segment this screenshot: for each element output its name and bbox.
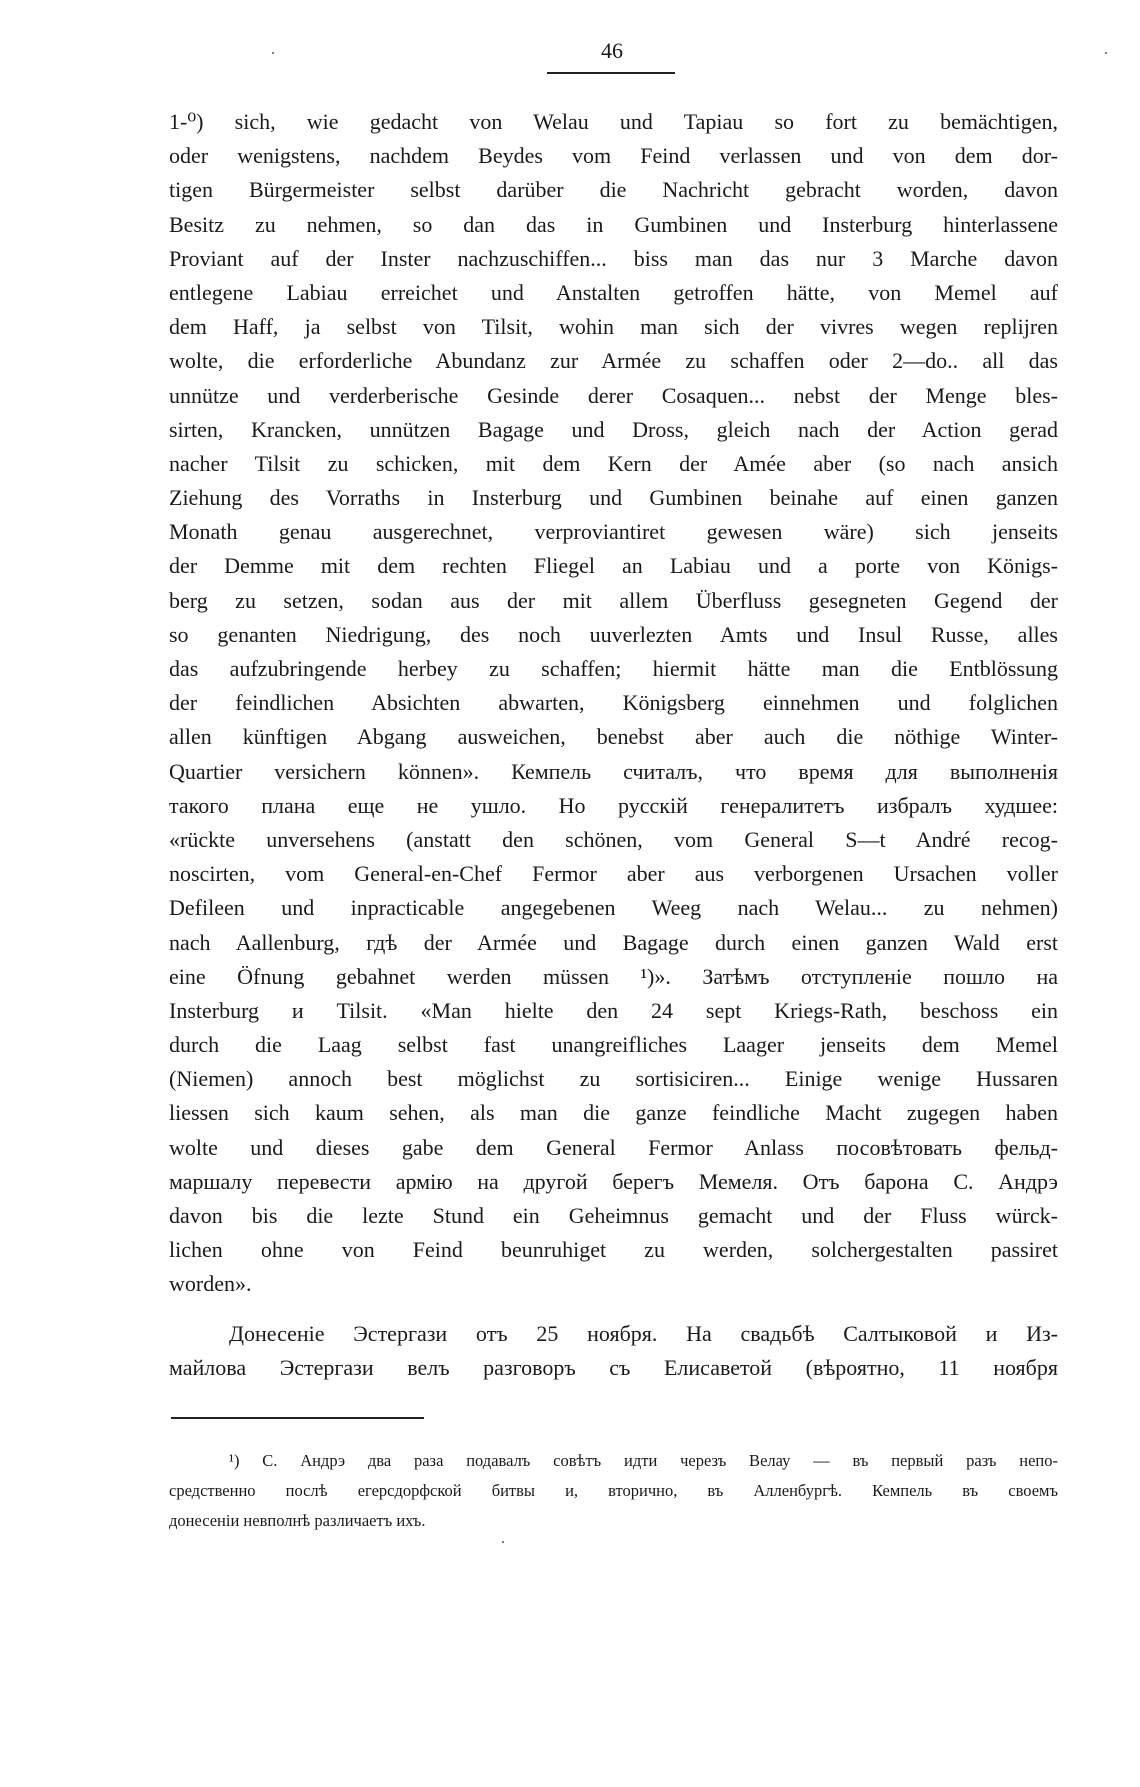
scan-speck <box>272 52 274 54</box>
text-line: «rückte unversehens (anstatt den schönen, vom General S—t André recog- <box>169 826 1058 852</box>
text-line: durch die Laag selbst fast unangreifliches Laager jenseits dem Memel <box>169 1032 1058 1058</box>
text-line: Besitz zu nehmen, so dan das in Gumbinen und Insterburg hinterlassene <box>169 211 1058 237</box>
text-line: майлова Эстергази велъ разговоръ съ Елисаветой (вѣроятно, 11 ноября <box>169 1355 1058 1381</box>
text-line: berg zu setzen, sodan aus der mit allem Überfluss gesegneten Gegend der <box>169 587 1058 613</box>
text-line: 1-⁰) sich, wie gedacht von Welau und Tapiau so fort zu bemächtigen, <box>169 109 1058 134</box>
text-line: davon bis die lezte Stund ein Geheimnus gemacht und der Fluss würck- <box>169 1203 1058 1228</box>
text-line: такого плана еще не ушло. Но русскій генералитетъ избралъ худшее: <box>169 792 1058 818</box>
text-line: liessen sich kaum sehen, als man die ganze feindliche Macht zugegen haben <box>169 1100 1058 1126</box>
text-line: Proviant auf der Inster nachzuschiffen... biss man das nur 3 Marche davon <box>169 245 1058 271</box>
text-line: noscirten, vom General-en-Chef Fermor aber aus verborgenen Ursachen voller <box>169 861 1058 887</box>
footnote-divider <box>171 1417 424 1419</box>
text-line: dem Haff, ja selbst von Tilsit, wohin man sich der vivres wegen replijren <box>169 314 1058 340</box>
text-line: nach Aallenburg, гдѣ der Armée und Bagage durch einen ganzen Wald erst <box>169 929 1058 955</box>
text-line: allen künftigen Abgang ausweichen, benebst aber auch die nöthige Winter- <box>169 724 1058 750</box>
text-line: маршалу перевести армію на другой берегъ Мемеля. Отъ барона С. Андрэ <box>169 1168 1058 1194</box>
footnote-line: ¹) С. Андрэ два раза подавалъ совѣтъ идти черезъ Велау — въ первый разъ непо- <box>229 1451 1058 1470</box>
footnote-line: средственно послѣ егерсдорфской битвы и, вторично, въ Алленбургѣ. Кемпель въ своемъ <box>169 1481 1058 1500</box>
text-line: wolte und dieses gabe dem General Fermor Anlass посовѣтовать фельд- <box>169 1134 1058 1160</box>
footnote-line: донесеніи невполнѣ различаетъ ихъ. <box>169 1511 426 1530</box>
text-line: tigen Bürgermeister selbst darüber die Nachricht gebracht worden, davon <box>169 177 1058 203</box>
page-number: 46 <box>601 38 623 63</box>
text-line: (Niemen) annoch best möglichst zu sortisiciren... Einige wenige Hussaren <box>169 1066 1058 1092</box>
text-line: unnütze und verderberische Gesinde derer Cosaquen... nebst der Menge bles- <box>169 382 1058 408</box>
text-line: Quartier versichern können». Кемпель считалъ, что время для выполненія <box>169 758 1058 784</box>
text-line: wolte, die erforderliche Abundanz zur Armée zu schaffen oder 2—do.. all das <box>169 348 1058 374</box>
text-line: Monath genau ausgerechnet, verproviantiret gewesen wäre) sich jenseits <box>169 519 1058 545</box>
text-line: Донесеніе Эстергази отъ 25 ноября. На свадьбѣ Салтыковой и Из- <box>229 1321 1058 1346</box>
text-line: sirten, Krancken, unnützen Bagage und Dross, gleich nach der Action gerad <box>169 416 1058 442</box>
text-line: worden». <box>169 1271 252 1297</box>
footnote <box>169 1446 1058 1536</box>
text-line: eine Öfnung gebahnet werden müssen ¹)». Затѣмъ отступленіе пошло на <box>169 963 1058 989</box>
scan-speck <box>1105 52 1107 54</box>
text-line: lichen ohne von Feind beunruhiget zu werden, solchergestalten passiret <box>169 1237 1058 1263</box>
text-line: der Demme mit dem rechten Fliegel an Labiau und a porte von Königs- <box>169 553 1058 579</box>
text-line: der feindlichen Absichten abwarten, Königsberg einnehmen und folglichen <box>169 690 1058 716</box>
second-paragraph <box>169 1317 1058 1385</box>
text-line: Defileen und inpracticable angegebenen Weeg nach Welau... zu nehmen) <box>169 895 1058 921</box>
text-line: das aufzubringende herbey zu schaffen; hiermit hätte man die Entblössung <box>169 656 1058 681</box>
text-line: nacher Tilsit zu schicken, mit dem Kern der Amée aber (so nach ansich <box>169 450 1058 476</box>
page-number-rule <box>547 72 675 74</box>
text-line: entlegene Labiau erreichet und Anstalten getroffen hätte, von Memel auf <box>169 279 1058 305</box>
text-line: so genanten Niedrigung, des noch uuverlezten Amts und Insul Russe, alles <box>169 621 1058 647</box>
text-line: Insterburg и Tilsit. «Man hielte den 24 sept Kriegs-Rath, beschoss ein <box>169 997 1058 1023</box>
scan-speck <box>502 1541 504 1543</box>
text-line: oder wenigstens, nachdem Beydes vom Feind verlassen und von dem dor- <box>169 143 1058 169</box>
text-line: Ziehung des Vorraths in Insterburg und Gumbinen beinahe auf einen ganzen <box>169 485 1058 511</box>
main-paragraph <box>169 105 1058 1302</box>
